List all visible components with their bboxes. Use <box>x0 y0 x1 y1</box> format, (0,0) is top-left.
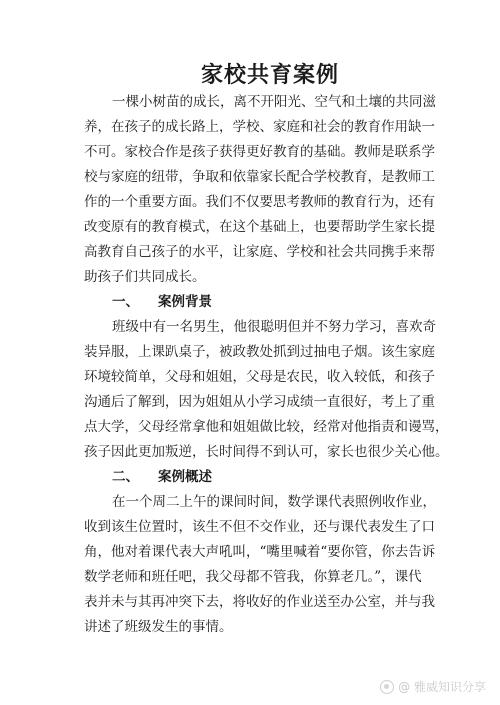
overview-paragraph <box>84 490 440 640</box>
section-heading-background <box>84 290 440 315</box>
paragraph-line: 表并未与其再冲突下去，将收好的作业送至办公室，并与我 <box>84 594 435 610</box>
profile-circle-icon <box>380 680 394 694</box>
paragraph-line: 校与家庭的纽带，争取和依靠家长配合学校教育，是教师工 <box>84 169 435 185</box>
paragraph-line: 环境较简单，父母和姐姐，父母是农民，收入较低，和孩子 <box>84 369 435 385</box>
paragraph-line: 点大学，父母经常拿他和姐姐做比较，经常对他指责和谩骂， <box>84 419 449 435</box>
paragraph-line: 角，他对着课代表大声吼叫，“嘴里喊着“要你管，你去告诉 <box>84 544 436 560</box>
section-number: 二、 <box>112 469 139 485</box>
watermark <box>380 678 486 695</box>
section-number: 一、 <box>112 294 139 310</box>
paragraph-line: 助孩子们共同成长。 <box>84 269 206 285</box>
watermark-text: @ 雅威知识分享 <box>398 680 486 694</box>
paragraph-line: 作的一个重要方面。我们不仅要思考教师的教育行为，还有 <box>84 194 435 210</box>
section-heading-overview <box>84 465 440 490</box>
section-title: 案例概述 <box>158 469 212 485</box>
paragraph-line: 养，在孩子的成长路上，学校、家庭和社会的教育作用缺一 <box>84 119 435 135</box>
paragraph-line: 一棵小树苗的成长，离不开阳光、空气和土壤的共同滋 <box>112 94 436 110</box>
document-body <box>84 90 449 640</box>
paragraph-line: 数学老师和班任吧，我父母都不管我，你算老几。”，课代 <box>84 569 422 585</box>
paragraph-line: 沟通后了解到，因为姐姐从小学习成绩一直很好，考上了重 <box>84 394 435 410</box>
intro-paragraph <box>84 90 440 290</box>
paragraph-line: 讲述了班级发生的事情。 <box>84 619 233 635</box>
background-paragraph <box>84 315 449 465</box>
section-title: 案例背景 <box>158 294 212 310</box>
paragraph-line: 装异服，上课趴桌子，被政教处抓到过抽电子烟。该生家庭 <box>84 344 435 360</box>
paragraph-line: 改变原有的教育模式，在这个基础上，也要帮助学生家长提 <box>84 219 435 235</box>
paragraph-line: 班级中有一名男生，他很聪明但并不努力学习，喜欢奇 <box>112 319 436 335</box>
paragraph-line: 收到该生位置时，该生不但不交作业，还与课代表发生了口 <box>84 519 435 535</box>
paragraph-line: 在一个周二上午的课间时间，数学课代表照例收作业， <box>112 494 436 510</box>
paragraph-line: 不可。家校合作是孩子获得更好教育的基础。教师是联系学 <box>84 144 435 160</box>
paragraph-line: 孩子因此更加叛逆，长时间得不到认可，家长也很少关心他。 <box>84 444 449 460</box>
paragraph-line: 高教育自己孩子的水平，让家庭、学校和社会共同携手来帮 <box>84 244 435 260</box>
page-title: 家校共育案例 <box>200 63 339 88</box>
